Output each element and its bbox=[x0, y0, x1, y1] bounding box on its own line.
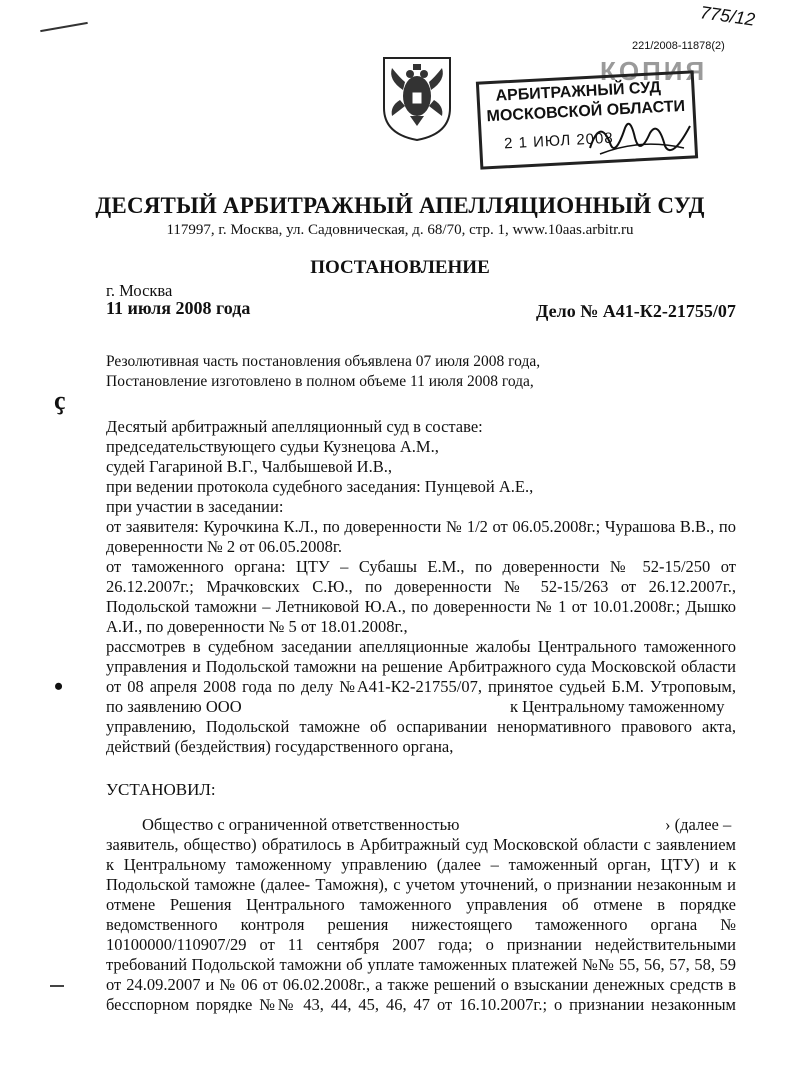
composition-line: управления и Подольской таможни на решение Арбитражного суда Московской области bbox=[106, 657, 736, 676]
composition-line: председательствующего судьи Кузнецова А.М., bbox=[106, 437, 439, 456]
body-line: Общество с ограниченной ответственностью bbox=[142, 815, 460, 834]
document-date: 11 июля 2008 года bbox=[106, 298, 251, 318]
document-title: ПОСТАНОВЛЕНИЕ bbox=[310, 257, 490, 278]
body-line: Подольской таможне (далее- Таможня), с учетом уточнений, о признании незаконным и bbox=[106, 875, 736, 894]
scan-mark bbox=[40, 22, 88, 32]
composition-line: А.И., по доверенности № 5 от 18.01.2008г., bbox=[106, 617, 408, 636]
composition-line: 26.12.2007г.; Мрачковских С.Ю., по доверенности № 52-15/263 от 26.12.2007г., bbox=[106, 577, 736, 596]
body-line: от 24.09.2007 и № 06 от 06.02.2008г., а также решений о взыскании денежных средств в bbox=[106, 975, 736, 994]
composition-line: доверенности № 2 от 06.05.2008г. bbox=[106, 537, 342, 556]
composition-line: при ведении протокола судебного заседания: Пунцевой А.Е., bbox=[106, 477, 534, 496]
composition-line: управлению, Подольской таможне об оспаривании ненормативного правового акта, bbox=[106, 717, 736, 736]
composition-line: к Центральному таможенному bbox=[510, 697, 725, 716]
composition-line: судей Гагариной В.Г., Чалбышевой И.В., bbox=[106, 457, 392, 476]
case-number: Дело № А41-К2-21755/07 bbox=[536, 301, 736, 321]
composition-line: Десятый арбитражный апелляционный суд в составе: bbox=[106, 417, 483, 436]
court-name: ДЕСЯТЫЙ АРБИТРАЖНЫЙ АПЕЛЛЯЦИОННЫЙ СУД bbox=[95, 193, 705, 218]
composition-line: рассмотрев в судебном заседании апелляционные жалобы Центрального таможенного bbox=[106, 637, 736, 656]
body-line: ведомственного контроля решения нижестоящего таможенного органа № bbox=[106, 915, 736, 934]
stamp-line-1: АРБИТРАЖНЫЙ СУД bbox=[495, 79, 662, 105]
copy-stamp: КОПИЯ bbox=[600, 56, 708, 86]
composition-line: при участии в заседании: bbox=[106, 497, 284, 516]
composition-line: по заявлению ООО bbox=[106, 697, 242, 716]
composition-line: действий (бездействия) государственного органа, bbox=[106, 737, 454, 756]
body-line: заявитель, общество) обратилось в Арбитражный суд Московской области с заявлением bbox=[106, 835, 736, 854]
coat-of-arms-icon bbox=[378, 50, 456, 142]
corner-handwritten-number: 775/12 bbox=[698, 2, 757, 30]
announce-line-2: Постановление изготовлено в полном объеме 11 июля 2008 года, bbox=[106, 373, 534, 390]
signature-icon bbox=[580, 108, 700, 168]
composition-line: Подольской таможни – Летниковой Ю.А., по доверенности № 1 от 10.01.2008г.; Дышко bbox=[106, 597, 736, 616]
composition-line: от заявителя: Курочкина К.Л., по доверенности № 1/2 от 06.05.2008г.; Чурашова В.В., по bbox=[106, 517, 736, 536]
case-reference: 221/2008-11878(2) bbox=[632, 40, 725, 52]
composition-line: от таможенного органа: ЦТУ – Субашы Е.М., по доверенности № 52-15/250 от bbox=[106, 557, 736, 576]
body-line: к Центральному таможенному управлению (далее – таможенный орган, ЦТУ) и к bbox=[106, 855, 736, 874]
margin-mark: ҫ bbox=[54, 386, 66, 415]
margin-mark: • bbox=[54, 672, 64, 701]
stamp-line-2: МОСКОВСКОЙ ОБЛАСТИ bbox=[486, 97, 686, 126]
city: г. Москва bbox=[106, 281, 173, 300]
announce-line-1: Резолютивная часть постановления объявлена 07 июля 2008 года, bbox=[106, 353, 541, 370]
body-line: отмене Решения Центрального таможенного управления об отмене в порядке bbox=[106, 895, 736, 914]
body-line: 10100000/110907/29 от 11 сентября 2007 года; о признании недействительными bbox=[106, 935, 736, 954]
section-heading: УСТАНОВИЛ: bbox=[106, 780, 216, 799]
stamp-date: 2 1 ИЮЛ 2008 bbox=[503, 129, 615, 153]
body-line: бесспорном порядке №№ 43, 44, 45, 46, 47 от 16.10.2007г.; о признании незаконным bbox=[106, 995, 736, 1014]
body-line: требований Подольской таможни об уплате таможенных платежей №№ 55, 56, 57, 58, 59 bbox=[106, 955, 736, 974]
scan-mark bbox=[50, 985, 64, 987]
body-line: › (далее – bbox=[665, 815, 732, 834]
court-address: 117997, г. Москва, ул. Садовническая, д. 68/70, стр. 1, www.10aas.arbitr.ru bbox=[166, 222, 634, 238]
composition-line: от 08 апреля 2008 года по делу №А41-К2-21755/07, принятое судьей Б.М. Утроповым, bbox=[106, 677, 736, 696]
